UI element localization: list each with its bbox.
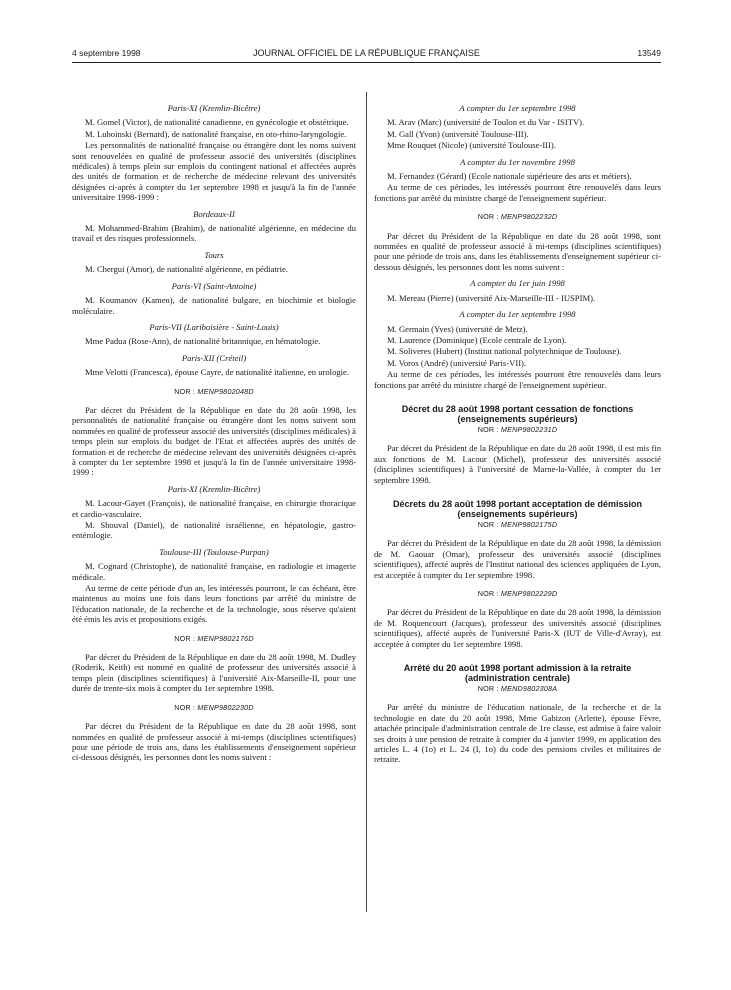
paragraph: Par décret du Président de la République en date du 28 août 1998, M. Dudley (Roderik, Keith) est nommé en qualité de professeur des universités associé à temps plein (disciplines scientifiques) à l'université Aix-Marseille-II, pour une durée de trente-six mois à compter du 1er septembre 1998. [72, 652, 356, 694]
section-subheading: Paris-XII (Créteil) [181, 352, 247, 363]
section-subheading: Paris-XI (Kremlin-Bicêtre) [167, 483, 261, 494]
paragraph: M. Gomel (Victor), de nationalité canadienne, en gynécologie et obstétrique. [85, 117, 349, 128]
column-divider [366, 92, 367, 912]
nor-reference [72, 387, 356, 397]
nor-reference [374, 520, 661, 530]
nor-label: NOR : [477, 519, 501, 529]
nor-code: MENP9802048D [197, 386, 254, 396]
paragraph: M. Mereau (Pierre) (université Aix-Marseille-III - IUSPIM). [387, 292, 596, 303]
section-subheading: Bordeaux-II [193, 208, 235, 219]
section-subheading: Tours [204, 249, 224, 260]
paragraph: M. Cognard (Christophe), de nationalité française, en radiologie et imagerie médicale. [72, 561, 356, 582]
nor-reference [374, 684, 661, 694]
page-number: 13549 [637, 48, 661, 58]
paragraph: M. Koumanov (Kamen), de nationalité bulgare, en biochimie et biologie moléculaire. [72, 295, 356, 316]
nor-reference [374, 425, 661, 435]
paragraph: Par décret du Président de la République en date du 28 août 1998, la démission de M. Roquencourt (Jacques), professeur des universités associé (disciplines scientifiques), affecté auprès de l'université Paris-X (IUT de Ville-d'Avray), est acceptée à compter du 1er septembre 1998. [374, 607, 661, 649]
section-subheading: Paris-XI (Kremlin-Bicêtre) [167, 103, 261, 113]
paragraph: M. Luboinski (Bernard), de nationalité française, en oto-rhino-laryngologie. [85, 128, 347, 139]
nor-label: NOR : [174, 702, 198, 712]
paragraph: Au terme de cette période d'un an, les intéressés pourront, le cas échéant, être maintenus au moins une fois dans leurs fonctions par arrêté du ministre de l'éducation nationale, de la recherche et de la technologie, sous réserve qu'aient été émis les avis et propositions exigés. [72, 583, 356, 625]
paragraph: Les personnalités de nationalité française ou étrangère dont les noms suivent sont renouvelées en qualité de professeur associé des universités (disciplines médicales) à temps plein sur emplois du contingent national et affectées auprès des unités de formation et de recherche de médecine relevant des universités désignées ci-après à compter du 1er septembre 1998 et jusqu'à la fin de l'année universitaire 1998-1999 : [72, 140, 356, 203]
nor-code: MENP9802175D [500, 519, 558, 529]
page-header [72, 48, 661, 62]
paragraph: Par décret du Président de la République en date du 28 août 1998, la démission de M. Gaouar (Omar), professeur des universités associé (disciplines scientifiques), affecté auprès de l'Institut national des sciences appliquées de Lyon, est acceptée à compter du 1er septembre 1998. [374, 538, 661, 580]
decree-title: Arrêté du 20 août 1998 portant admission à la retraite (administration centrale) [403, 663, 632, 684]
nor-code: MENP9802229D [500, 589, 558, 598]
paragraph: M. Arav (Marc) (université de Toulon et du Var - ISITV). [387, 117, 585, 128]
nor-label: NOR : [477, 212, 501, 222]
paragraph: M. Laurence (Dominique) (Ecole centrale de Lyon). [387, 334, 567, 345]
section-subheading: A compter du 1er septembre 1998 [459, 103, 576, 113]
nor-label: NOR : [477, 424, 501, 434]
nor-code: MENP9802232D [500, 212, 558, 222]
nor-label: NOR : [174, 386, 198, 396]
paragraph: Par décret du Président de la République en date du 28 août 1998, il est mis fin aux fonctions de M. Lacour (Michel), professeur des universités associé (disciplines scientifiques) à l'université de Marne-la-Vallée, à compter du 1er septembre 1998. [374, 443, 661, 485]
paragraph: Par arrêté du ministre de l'éducation nationale, de la recherche et de la technologie en date du 20 août 1998, Mme Gabizon (Arlette), épouse Fèvre, attachée principale d'administration centrale de 1re classe, est admise à faire valoir ses droits à une pension de retraite à compter du 4 janvier 1999, en application des articles L. 4 (1o) et L. 24 (I, 1o) du code des pensions civiles et militaires de retraite. [374, 702, 661, 765]
decree-title: Décrets du 28 août 1998 portant acceptation de démission (enseignements supérieurs) [392, 498, 643, 519]
paragraph: Au terme de ces périodes, les intéressés pourront être renouvelés dans leurs fonctions par arrêté du ministre chargé de l'enseignement supérieur. [374, 182, 661, 203]
nor-reference [72, 634, 356, 644]
paragraph: M. Gall (Yvon) (université Toulouse-III). [387, 128, 529, 139]
nor-code: MENP9802230D [197, 702, 254, 712]
paragraph: M. Mohammed-Brahim (Brahim), de nationalité algérienne, en médecine du travail et des risques professionnels. [72, 223, 356, 244]
section-subheading: A compter du 1er juin 1998 [470, 278, 565, 289]
paragraph: M. Chergui (Amor), de nationalité algérienne, en pédiatrie. [85, 264, 288, 275]
header-rule [72, 62, 661, 63]
paragraph: M. Soliveres (Hubert) (Institut national polytechnique de Toulouse). [387, 346, 622, 357]
paragraph: Mme Padua (Rose-Ann), de nationalité britannique, en hématologie. [85, 336, 321, 347]
paragraph: M. Shouval (Daniel), de nationalité israélienne, en hépatologie, gastro-entérologie. [72, 520, 356, 541]
section-subheading: Paris-VII (Lariboisière - Saint-Louis) [149, 321, 279, 332]
nor-code: MEND9802308A [500, 684, 558, 694]
nor-reference [374, 212, 661, 222]
nor-reference [374, 589, 661, 599]
journal-title: JOURNAL OFFICIEL DE LA RÉPUBLIQUE FRANÇAISE [253, 48, 480, 58]
nor-label: NOR : [174, 633, 198, 643]
paragraph: M. Fernandez (Gérard) (Ecole nationale supérieure des arts et métiers). [387, 171, 632, 182]
paragraph: Par décret du Président de la République en date du 28 août 1998, sont nommées en qualité de professeur associé à mi-temps (disciplines scientifiques) pour une période de trois ans, dans les établissements d'enseignement supérieur ci-dessous désignés, les personnes dont les noms suivent : [72, 721, 356, 763]
paragraph: M. Voros (André) (université Paris-VII). [387, 357, 527, 368]
nor-label: NOR : [477, 589, 501, 598]
header-date: 4 septembre 1998 [72, 48, 141, 58]
nor-code: MENP9802176D [197, 633, 254, 643]
right-column [374, 97, 661, 766]
section-subheading: Paris-VI (Saint-Antoine) [171, 280, 257, 291]
paragraph: Au terme de ces périodes, les intéressés pourront être renouvelés dans leurs fonctions par arrêté du ministre chargé de l'enseignement supérieur. [374, 369, 661, 390]
section-subheading: A compter du 1er novembre 1998 [460, 156, 575, 167]
decree-title: Décret du 28 août 1998 portant cessation de fonctions (enseignements supérieurs) [401, 403, 634, 424]
section-subheading: Toulouse-III (Toulouse-Purpan) [159, 546, 269, 557]
paragraph: Par décret du Président de la République en date du 28 août 1998, sont nommées en qualité de professeur associé à mi-temps (disciplines scientifiques) pour une période de trois ans, dans les établissements d'enseignement supérieur ci-dessous désignés, les personnes dont les noms suivent : [374, 230, 661, 272]
nor-reference [72, 703, 356, 713]
nor-label: NOR : [477, 684, 501, 694]
paragraph: Mme Velotti (Francesca), épouse Cayre, de nationalité italienne, en urologie. [85, 367, 350, 378]
nor-code: MENP9802231D [500, 424, 558, 434]
left-column [72, 97, 356, 764]
section-subheading: A compter du 1er septembre 1998 [459, 309, 576, 320]
paragraph: M. Germain (Yves) (université de Metz). [387, 323, 528, 334]
paragraph: M. Lacour-Gayet (François), de nationalité française, en chirurgie thoracique et cardio-vasculaire. [72, 498, 356, 519]
paragraph: Par décret du Président de la République en date du 28 août 1998, les personnalités de nationalité française ou étrangère dont les noms suivent sont nommées en qualité de professeur associé des universités (disciplines médicales) à temps plein sur emplois du budget de l'Etat et affectées auprès des unités de formation et de recherche de médecine relevant des universités désignées ci-après à compter du 1er septembre 1998 et jusqu'à la fin de l'année universitaire 1998-1999 : [72, 404, 356, 478]
paragraph: Mme Rouquet (Nicole) (université Toulouse-III). [387, 140, 556, 151]
